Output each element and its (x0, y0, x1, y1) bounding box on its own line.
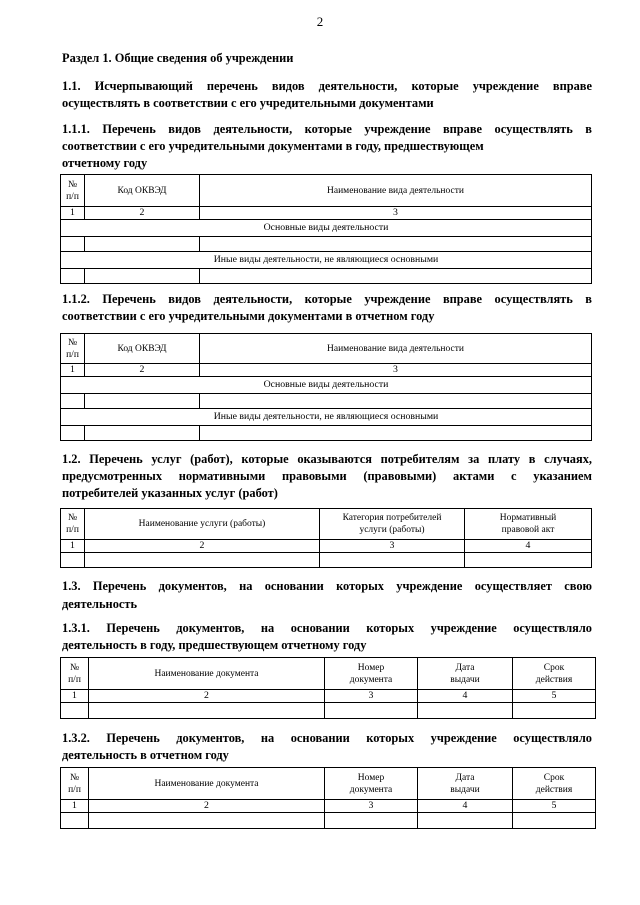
col-num-header: № п/п (61, 175, 85, 207)
other-activities-row: Иные виды деятельности, не являющиеся основными (61, 409, 592, 426)
table-row (61, 813, 596, 829)
heading-1-3-2-line2: деятельность в отчетном году (62, 748, 229, 762)
table-header-row: № п/п Наименование документа Номер документа Дата выдачи Срок действия (61, 768, 596, 800)
heading-1-3: 1.3. Перечень документов, на основании которых учреждение осуществляет свою (62, 579, 592, 593)
section-title: Раздел 1. Общие сведения об учреждении (62, 51, 294, 65)
table-header-row: № п/п Наименование документа Номер документа Дата выдачи Срок действия (61, 658, 596, 690)
table-row (61, 394, 592, 409)
heading-1-1-line2: осуществлять в соответствии с его учредительными документами (62, 96, 434, 110)
heading-1-3-1: 1.3.1. Перечень документов, на основании которых учреждение осуществляло (62, 621, 592, 635)
heading-1-2-line2: предусмотренных нормативными правовыми (правовыми) актами с указанием (62, 469, 592, 483)
activities-prev-year-table (60, 174, 592, 284)
table-index-row: 1 2 3 4 5 (61, 690, 596, 703)
heading-1-3-line2: деятельность (62, 597, 138, 611)
table-row (61, 269, 592, 284)
main-activities-row: Основные виды деятельности (61, 220, 592, 237)
col-name-header: Наименование вида деятельности (200, 175, 592, 207)
heading-1-2-line3: потребителей указанных услуг (работ) (62, 486, 278, 500)
paid-services-table (60, 508, 592, 568)
table-row (61, 703, 596, 719)
table-row (61, 553, 592, 568)
activities-current-year-table (60, 333, 592, 441)
table-row (61, 426, 592, 441)
heading-1-1-1: 1.1.1. Перечень видов деятельности, которые учреждение вправе осуществлять в (62, 122, 592, 136)
table-row (61, 237, 592, 252)
other-activities-row: Иные виды деятельности, не являющиеся основными (61, 252, 592, 269)
documents-prev-year-table (60, 657, 596, 719)
heading-1-3-2: 1.3.2. Перечень документов, на основании которых учреждение осуществляло (62, 731, 592, 745)
heading-1-1: 1.1. Исчерпывающий перечень видов деятельности, которые учреждение вправе (62, 79, 592, 93)
heading-1-1-2: 1.1.2. Перечень видов деятельности, которые учреждение вправе осуществлять в (62, 292, 592, 306)
table-index-row: 1 2 3 (61, 364, 592, 377)
documents-current-year-table (60, 767, 596, 829)
table-header-row (61, 175, 592, 207)
heading-1-2: 1.2. Перечень услуг (работ), которые оказываются потребителям за плату в случаях, (62, 452, 592, 466)
table-header-row: № п/п Наименование услуги (работы) Категория потребителей услуги (работы) Нормативный правовой акт (61, 509, 592, 540)
heading-1-1-1-line2: соответствии с его учредительными документами в году, предшествующем (62, 139, 484, 153)
page-number: 2 (316, 14, 324, 29)
table-header-row: № п/п Код ОКВЭД Наименование вида деятельности (61, 334, 592, 364)
table-index-row: 1 2 3 (61, 207, 592, 220)
col-code-header: Код ОКВЭД (85, 175, 200, 207)
heading-1-1-2-line2: соответствии с его учредительными документами в отчетном году (62, 309, 435, 323)
table-index-row: 1 2 3 4 5 (61, 800, 596, 813)
heading-1-3-1-line2: деятельность в году, предшествующем отчетному году (62, 638, 367, 652)
table-index-row: 1 2 3 4 (61, 540, 592, 553)
main-activities-row: Основные виды деятельности (61, 377, 592, 394)
heading-1-1-1-line3: отчетному году (62, 156, 148, 170)
